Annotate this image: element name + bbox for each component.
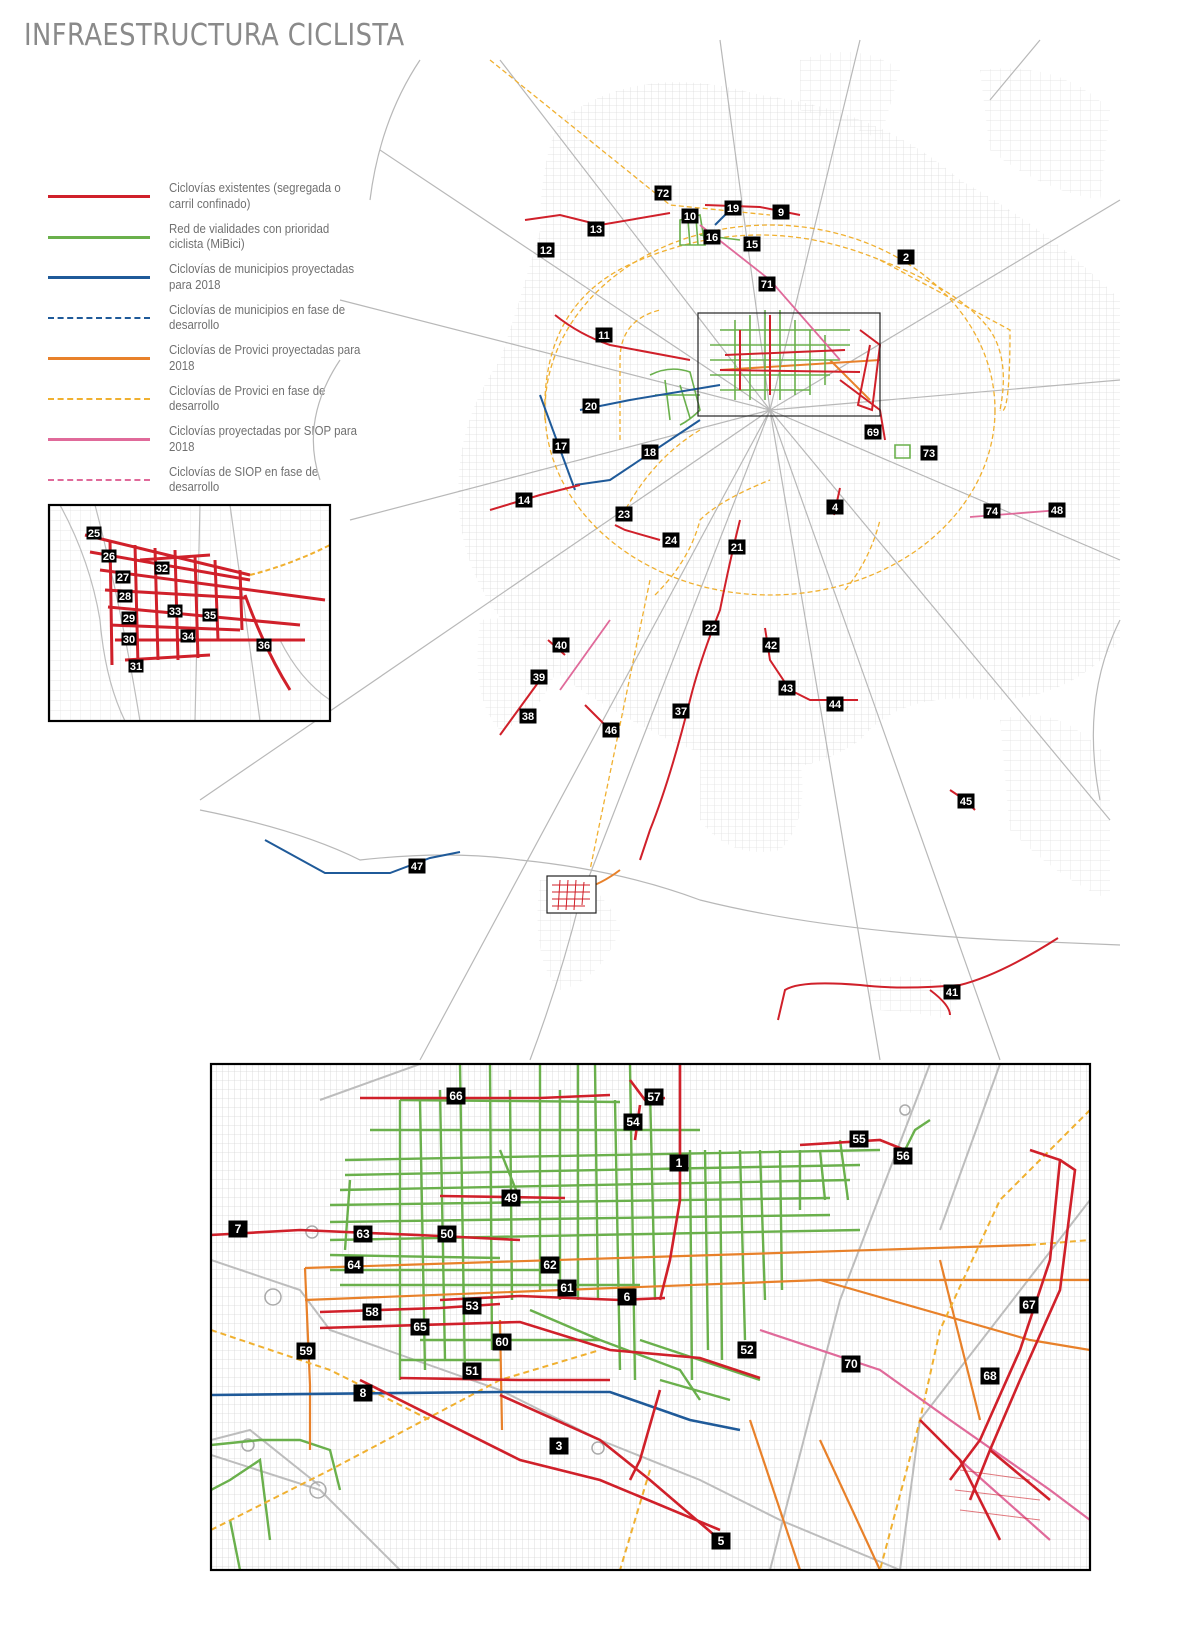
route-label-30 [122, 633, 137, 647]
route-label-text: 63 [356, 1227, 370, 1241]
route-label-43 [779, 681, 796, 696]
route-label-text: 59 [299, 1344, 313, 1358]
route-label-text: 33 [168, 606, 182, 618]
route-label-55 [850, 1131, 869, 1148]
route-label-72 [655, 186, 672, 201]
route-label-26 [102, 550, 117, 564]
route-label-text: 46 [604, 725, 618, 737]
route-label-25 [87, 527, 102, 541]
route-label-text: 10 [683, 211, 697, 223]
route-label-1 [670, 1155, 689, 1172]
route-label-text: 68 [983, 1369, 997, 1383]
route-label-33 [168, 605, 183, 619]
route-label-16 [704, 230, 721, 245]
route-label-text: 72 [656, 188, 670, 200]
route-label-text: 5 [717, 1534, 725, 1548]
route-label-text: 26 [102, 551, 116, 563]
route-label-20 [583, 399, 600, 414]
page-title: INFRAESTRUCTURA CICLISTA [24, 18, 405, 53]
route-label-3 [550, 1438, 569, 1455]
route-label-text: 54 [626, 1115, 640, 1129]
route-label-text: 31 [129, 661, 143, 673]
route-label-51 [463, 1363, 482, 1380]
route-label-11 [596, 328, 613, 343]
route-label-text: 19 [726, 203, 740, 215]
route-label-text: 20 [584, 401, 598, 413]
route-label-52 [738, 1342, 757, 1359]
route-label-text: 65 [413, 1320, 427, 1334]
route-label-29 [122, 612, 137, 626]
route-label-text: 25 [87, 528, 101, 540]
route-label-58 [363, 1304, 382, 1321]
route-label-65 [411, 1319, 430, 1336]
urban-area [458, 52, 1120, 1020]
route-label-39 [531, 670, 548, 685]
route-label-text: 17 [554, 441, 568, 453]
route-label-50 [438, 1226, 457, 1243]
route-label-42 [763, 638, 780, 653]
route-label-40 [553, 638, 570, 653]
route-label-18 [642, 445, 659, 460]
route-label-text: 49 [504, 1191, 518, 1205]
route-label-7 [229, 1221, 248, 1238]
route-label-45 [958, 794, 975, 809]
route-label-text: 41 [945, 987, 959, 999]
route-label-text: 27 [116, 572, 130, 584]
route-label-5 [712, 1533, 731, 1550]
route-label-text: 71 [760, 279, 774, 291]
route-label-text: 15 [745, 239, 759, 251]
route-label-text: 16 [705, 232, 719, 244]
route-label-44 [827, 697, 844, 712]
route-label-35 [203, 609, 218, 623]
route-label-text: 32 [155, 563, 169, 575]
route-label-53 [463, 1298, 482, 1315]
route-label-text: 44 [828, 699, 842, 711]
route-label-text: 43 [780, 683, 794, 695]
route-label-text: 69 [866, 427, 880, 439]
route-label-text: 34 [181, 631, 195, 643]
route-label-38 [520, 709, 537, 724]
route-label-text: 30 [122, 634, 136, 646]
route-label-text: 6 [623, 1290, 631, 1304]
route-label-31 [129, 660, 144, 674]
route-label-text: 23 [617, 509, 631, 521]
overview-box-south [547, 876, 596, 913]
route-label-54 [624, 1114, 643, 1131]
route-label-text: 67 [1022, 1298, 1036, 1312]
route-label-text: 73 [922, 448, 936, 460]
route-label-text: 48 [1050, 505, 1064, 517]
inset-bottom [211, 1064, 1090, 1570]
route-label-text: 60 [495, 1335, 509, 1349]
route-label-text: 45 [959, 796, 973, 808]
route-label-4 [827, 500, 844, 515]
route-label-12 [538, 243, 555, 258]
route-label-22 [703, 621, 720, 636]
route-label-text: 74 [985, 506, 999, 518]
route-label-text: 18 [643, 447, 657, 459]
route-label-46 [603, 723, 620, 738]
route-label-23 [616, 507, 633, 522]
route-label-text: 70 [844, 1357, 858, 1371]
legend-label-siop-dev: Ciclovías de SIOP en fase de desarrollo [169, 463, 319, 494]
route-label-text: 14 [517, 495, 531, 507]
legend-label-provici-2018: Ciclovías de Provici proyectadas para 2018 [169, 342, 361, 373]
route-label-8 [354, 1385, 373, 1402]
route-label-text: 56 [896, 1149, 910, 1163]
route-label-text: 62 [543, 1258, 557, 1272]
route-label-49 [502, 1190, 521, 1207]
route-label-text: 2 [902, 252, 910, 264]
route-label-74 [984, 504, 1001, 519]
route-label-text: 66 [449, 1089, 463, 1103]
route-label-text: 11 [598, 330, 610, 342]
legend-label-municipal-dev: Ciclovías de municipios en fase de desarrollo [169, 301, 346, 332]
route-label-62 [541, 1257, 560, 1274]
legend-label-existing: Ciclovías existentes (segregada o carril confinado) [169, 180, 341, 211]
route-label-text: 36 [257, 640, 271, 652]
route-label-text: 55 [852, 1132, 866, 1146]
route-label-text: 28 [118, 591, 132, 603]
route-label-60 [493, 1334, 512, 1351]
route-label-2 [898, 250, 915, 265]
route-label-13 [588, 222, 605, 237]
route-label-19 [725, 201, 742, 216]
route-label-15 [744, 237, 761, 252]
route-label-67 [1020, 1297, 1039, 1314]
route-label-56 [894, 1148, 913, 1165]
route-label-17 [553, 439, 570, 454]
route-label-text: 4 [831, 502, 839, 514]
route-label-61 [558, 1280, 577, 1297]
route-label-66 [447, 1088, 466, 1105]
route-label-text: 57 [647, 1090, 661, 1104]
route-label-47 [409, 859, 426, 874]
route-label-text: 52 [740, 1343, 754, 1357]
route-label-32 [155, 562, 170, 576]
route-label-text: 61 [560, 1281, 574, 1295]
route-label-text: 38 [521, 711, 535, 723]
legend-label-mibici: Red de vialidades con prioridad ciclista (MiBici) [169, 220, 330, 251]
route-label-text: 50 [440, 1227, 454, 1241]
route-label-64 [345, 1257, 364, 1274]
route-label-text: 58 [365, 1305, 379, 1319]
route-label-text: 29 [122, 613, 136, 625]
route-label-24 [663, 533, 680, 548]
legend-label-municipal-2018: Ciclovías de municipios proyectadas para 2018 [169, 261, 355, 292]
route-label-text: 8 [359, 1386, 367, 1400]
route-label-73 [921, 446, 938, 461]
route-label-41 [944, 985, 961, 1000]
route-label-text: 9 [777, 207, 785, 219]
route-label-text: 21 [730, 542, 744, 554]
route-label-36 [257, 639, 272, 653]
route-label-text: 47 [410, 861, 424, 873]
route-label-37 [673, 704, 690, 719]
route-label-text: 64 [347, 1258, 361, 1272]
route-label-text: 7 [234, 1222, 242, 1236]
route-label-text: 22 [704, 623, 718, 635]
route-label-34 [181, 630, 196, 644]
route-label-text: 24 [664, 535, 678, 547]
route-label-text: 51 [465, 1364, 479, 1378]
route-label-27 [116, 571, 131, 585]
route-label-28 [118, 590, 133, 604]
route-label-text: 42 [764, 640, 778, 652]
route-label-text: 40 [554, 640, 568, 652]
route-label-text: 53 [465, 1299, 479, 1313]
route-label-48 [1049, 503, 1066, 518]
route-label-14 [516, 493, 533, 508]
route-label-text: 12 [539, 245, 553, 257]
route-label-9 [773, 205, 790, 220]
route-label-57 [645, 1089, 664, 1106]
legend-label-provici-dev: Ciclovías de Provici en fase de desarrollo [169, 382, 326, 413]
route-label-text: 39 [532, 672, 546, 684]
route-label-68 [981, 1368, 1000, 1385]
route-label-text: 1 [675, 1156, 683, 1170]
route-label-text: 13 [589, 224, 603, 236]
route-label-text: 3 [555, 1439, 563, 1453]
route-label-text: 37 [674, 706, 688, 718]
route-label-63 [354, 1226, 373, 1243]
route-label-10 [682, 209, 699, 224]
legend-label-siop-2018: Ciclovías proyectadas por SIOP para 2018 [169, 423, 358, 454]
route-label-70 [842, 1356, 861, 1373]
route-label-71 [759, 277, 776, 292]
route-label-text: 35 [203, 610, 217, 622]
route-label-69 [865, 425, 882, 440]
route-label-59 [297, 1343, 316, 1360]
route-label-21 [729, 540, 746, 555]
route-label-6 [618, 1289, 637, 1306]
